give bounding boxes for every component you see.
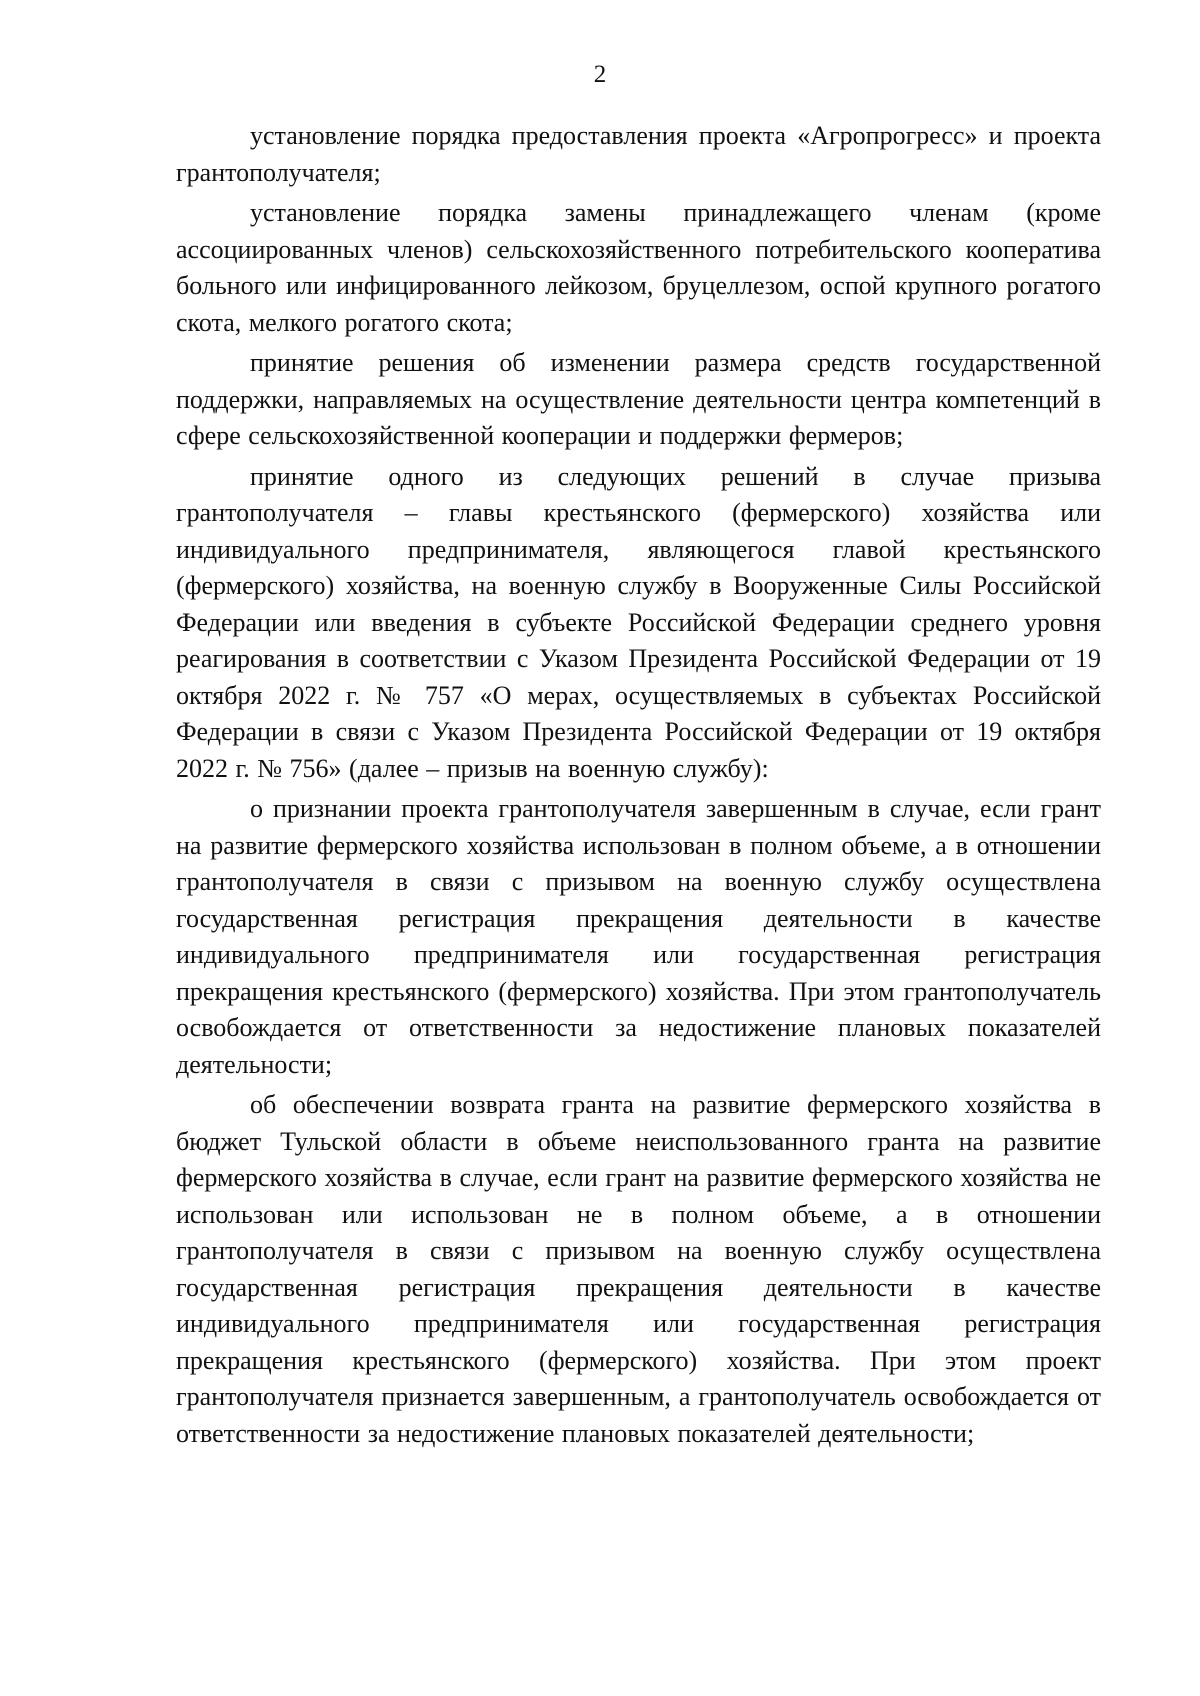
paragraph-support-change: принятие решения об изменении размера средств государственной поддержки, направляемых на осуществление деятельности центра компетенций в сфере сельскохозяйственной кооперации и поддержки фермеров; [176,348,1101,450]
document-body [176,118,1101,1456]
paragraph-conscription-decisions: принятие одного из следующих решений в случае призыва грантополучателя – главы крестьянского (фермерского) хозяйства или индивидуального предпринимателя, являющегося главой крестьянского (фермерского) хозяйства, на военную службу в Вооруженные Силы Российской Федерации или введения в субъекте Российской Федерации среднего уровня реагирования в соответствии с Указом Президента Российской Федерации от 19 октября 2022 г. № 757 «О мерах, осуществляемых в субъектах Российской Федерации в связи с Указом Президента Российской Федерации от 19 октября 2022 г. № 756» (далее – призыв на военную службу): [176,461,1101,783]
paragraph-project-completed: о признании проекта грантополучателя завершенным в случае, если грант на развитие фермерского хозяйства использован в полном объеме, а в отношении грантополучателя в связи с призывом на военную службу осуществлена государственная регистрация прекращения деятельности в качестве индивидуального предпринимателя или государственная регистрация прекращения крестьянского (фермерского) хозяйства. При этом грантополучатель освобождается от ответственности за недостижение плановых показателей деятельности; [176,794,1101,1079]
paragraph-grant-return: об обеспечении возврата гранта на развитие фермерского хозяйства в бюджет Тульской области в объеме неиспользованного гранта на развитие фермерского хозяйства в случае, если грант на развитие фермерского хозяйства не использован или использован не в полном объеме, а в отношении грантополучателя в связи с призывом на военную службу осуществлена государственная регистрация прекращения деятельности в качестве индивидуального предпринимателя или государственная регистрация прекращения крестьянского (фермерского) хозяйства. При этом проект грантополучателя признается завершенным, а грантополучатель освобождается от ответственности за недостижение плановых показателей деятельности; [176,1090,1101,1448]
paragraph-procedure-provision: установление порядка предоставления проекта «Агропрогресс» и проекта грантополучателя; [176,121,1101,187]
paragraph-procedure-replacement: установление порядка замены принадлежащего членам (кроме ассоциированных членов) сельскохозяйственного потребительского кооператива больного или инфицированного лейкозом, бруцеллезом, оспой крупного рогатого скота, мелкого рогатого скота; [176,198,1101,337]
page-number: 2 [593,61,607,88]
